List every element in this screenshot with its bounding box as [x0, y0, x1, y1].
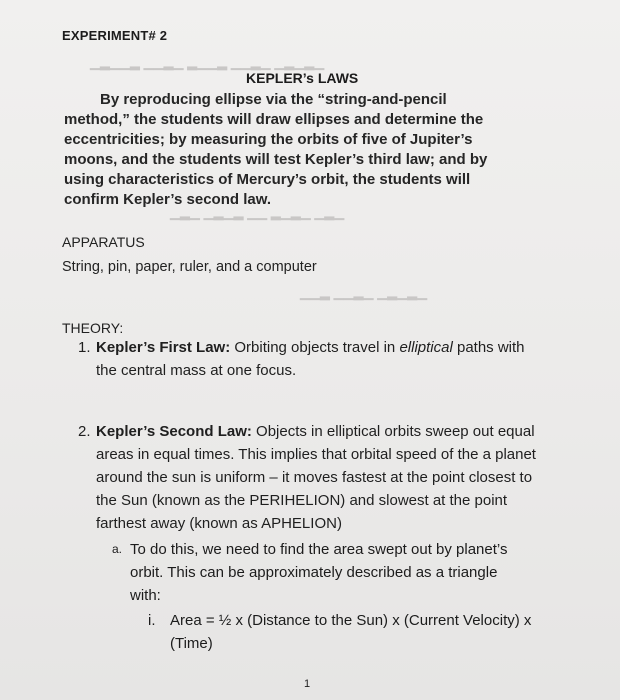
sub-text: To do this, we need to find the area swept out by planet’s orbit. This can be approximately described as a triangle with:	[130, 541, 508, 604]
apparatus-heading: APPARATUS	[62, 234, 145, 250]
list-item-first-law	[78, 336, 548, 382]
sub-marker: i.	[148, 612, 156, 629]
bleed-through-decoration: ▁▂▁▂▁ ▁▂▁▁ ▂▁▁	[300, 285, 428, 300]
formula-text: Area = ½ x (Distance to the Sun) x (Current Velocity) x (Time)	[170, 612, 532, 652]
bleed-through-decoration: ▁▂▁ ▁▂▁▂ ▁▁ ▂▁▂▁ ▁▂▁	[170, 205, 345, 220]
list-item-sub-a	[112, 538, 532, 607]
law-emphasis: elliptical	[399, 339, 453, 356]
page-number: 1	[304, 678, 311, 690]
intro-text: By reproducing ellipse via the “string-and-pencil method,” the students will draw ellipses and determine the eccentricities; by measuring the orbits of five of Jupiter’s moons, and the students will test Kepler’s third law; and by using characteristics of Mercury’s orbit, the students will confirm Kepler’s second law.	[64, 91, 488, 208]
list-item-second-law	[78, 420, 548, 535]
apparatus-text: String, pin, paper, ruler, and a computer	[62, 259, 317, 275]
law-text-end: paths with the central mass at one focus.	[96, 339, 525, 379]
law-name: Kepler’s First Law:	[96, 339, 231, 356]
list-number: 2.	[78, 423, 91, 440]
bleed-through-decoration: ▁▂▁▂▁ ▁▂▁▁ ▂▁▁▂ ▁▂▁▁ ▂▁▁▂▁	[90, 55, 325, 70]
list-number: 1.	[78, 339, 91, 356]
law-text: Objects in elliptical orbits sweep out equal areas in equal times. This implies that orbital speed of the a planet around the sun is uniform – it moves fastest at the point closest to the Sun (known as the PERIHELION) and slowest at the point farthest away (known as APHELION)	[96, 423, 536, 532]
law-name: Kepler’s Second Law:	[96, 423, 252, 440]
sub-marker: a.	[112, 542, 123, 556]
list-item-sub-i	[148, 609, 568, 655]
page-title: KEPLER’s LAWS	[246, 70, 359, 86]
law-text: Orbiting objects travel in	[230, 339, 400, 356]
theory-heading: THEORY:	[62, 320, 124, 336]
experiment-header: EXPERIMENT# 2	[62, 28, 168, 43]
intro-paragraph	[64, 90, 514, 210]
